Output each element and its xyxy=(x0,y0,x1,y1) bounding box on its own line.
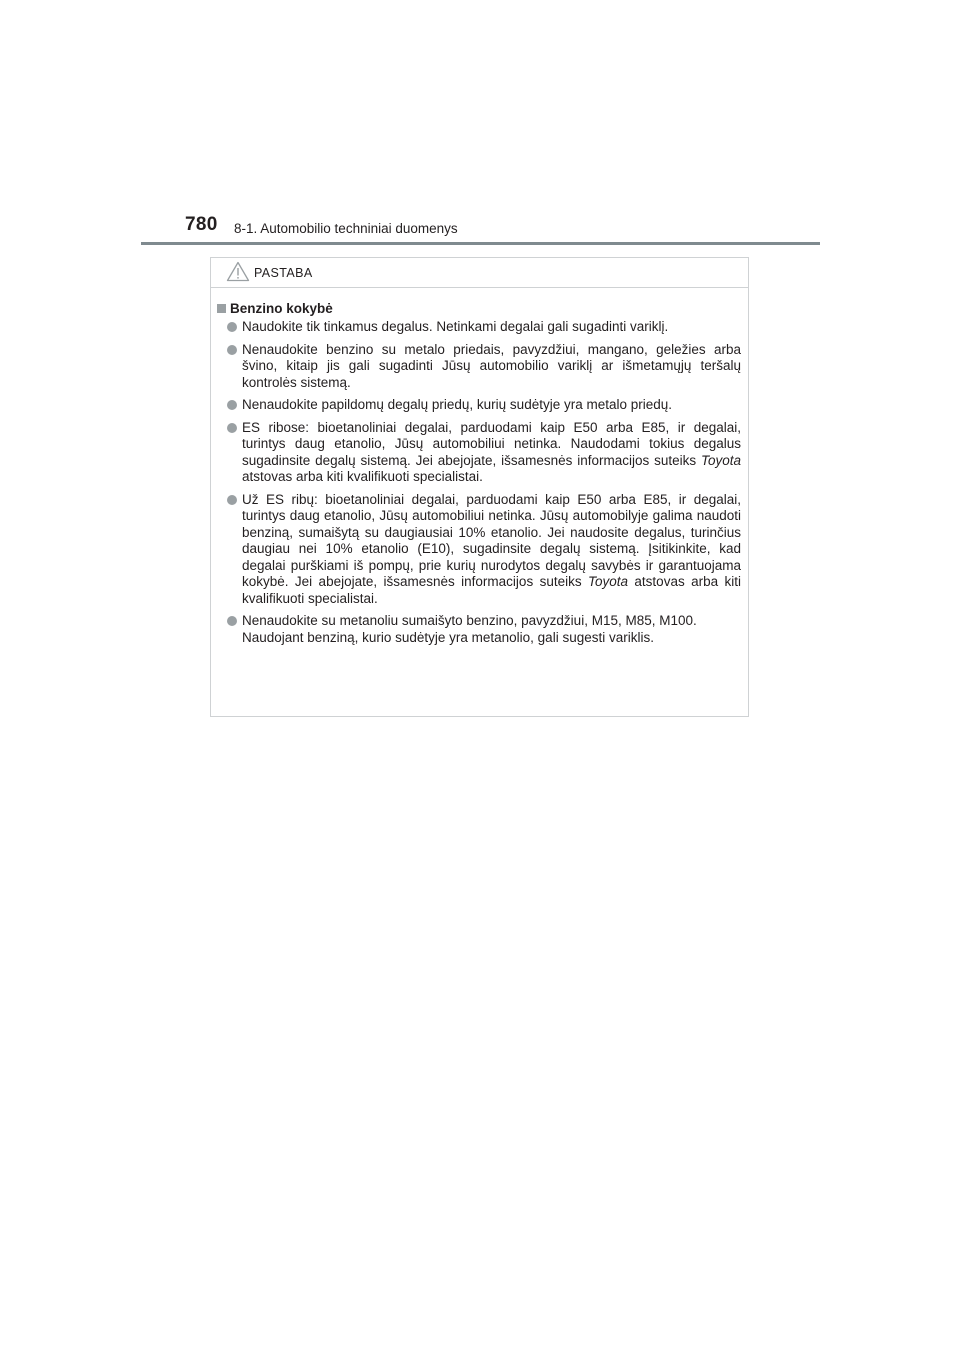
item-text: Nenaudokite papildomų degalų priedų, kurių sudėtyje yra metalo priedų. xyxy=(242,397,673,412)
item-text: Nenaudokite benzino su metalo priedais, pavyzdžiui, mangano, geležies arba švino, kitaip jis gali sugadinti Jūsų automobilio variklį ar išmetamųjų teršalų kontrolės sistemą. xyxy=(242,341,741,390)
bullet-icon xyxy=(227,400,237,410)
bullet-icon xyxy=(227,345,237,355)
heading-text: Benzino kokybė xyxy=(230,301,333,316)
item-text: Nenaudokite su metanoliu sumaišyto benzino, pavyzdžiui, M15, M85, M100. xyxy=(242,613,697,628)
item-text: Už ES ribų: bioetanoliniai degalai, parduodami kaip E50 arba E85, ir degalai, turintys daug etanolio, Jūsų automobiliui netinka. Jūsų automobilyje galima naudoti benziną, sumaišytą su daugiausiai 10% etanolio. Jei naudosite degalus, turinčius daugiau nei 10% etanolio (E10), sugadinsite degalų sistemą. Įsitikinkite, kad degalai purškiami iš pompų, prie kurių nurodytos degalų savybės ir garantuojama kokybė. Jei abejojate, išsamesnės informacijos suteiks xyxy=(242,491,741,589)
section-heading xyxy=(217,301,741,316)
bullet-icon xyxy=(227,322,237,332)
notice-header xyxy=(211,258,748,288)
bullet-icon xyxy=(227,423,237,433)
item-text: atstovas arba kiti kvalifikuoti specialistai. xyxy=(242,574,741,606)
page-number: 780 xyxy=(185,214,218,235)
brand-name: Toyota xyxy=(700,452,741,468)
item-text: Naudokite tik tinkamus degalus. Netinkami degalai gali sugadinti variklį. xyxy=(242,319,669,334)
item-text: atstovas arba kiti kvalifikuoti specialistai. xyxy=(242,469,483,484)
bullet-icon xyxy=(227,495,237,505)
brand-name: Toyota xyxy=(587,574,629,589)
header-rule xyxy=(141,242,820,245)
list-item xyxy=(217,420,741,486)
list-item xyxy=(217,319,741,336)
list-item xyxy=(217,342,741,392)
item-text: ES ribose: bioetanoliniai degalai, parduodami kaip E50 arba E85, ir degalai, turintys daug etanolio, Jūsų automobiliui netinka. Naudodami tokius degalus sugadinsite degalų sistemą. Jei abejojate, išsamesnės informacijos suteiks xyxy=(242,419,741,468)
warning-triangle-icon xyxy=(226,261,250,282)
square-bullet-icon xyxy=(217,304,226,313)
bullet-icon xyxy=(227,616,237,626)
notice-box xyxy=(210,257,749,717)
list-item xyxy=(217,613,741,646)
notice-label: PASTABA xyxy=(254,266,313,280)
section-title: 8-1. Automobilio techniniai duomenys xyxy=(234,221,458,236)
list-item xyxy=(217,492,741,608)
list-item xyxy=(217,397,741,414)
notice-body xyxy=(211,288,748,646)
item-text-continued: Naudojant benziną, kurio sudėtyje yra metanolio, gali sugesti variklis. xyxy=(242,629,654,645)
